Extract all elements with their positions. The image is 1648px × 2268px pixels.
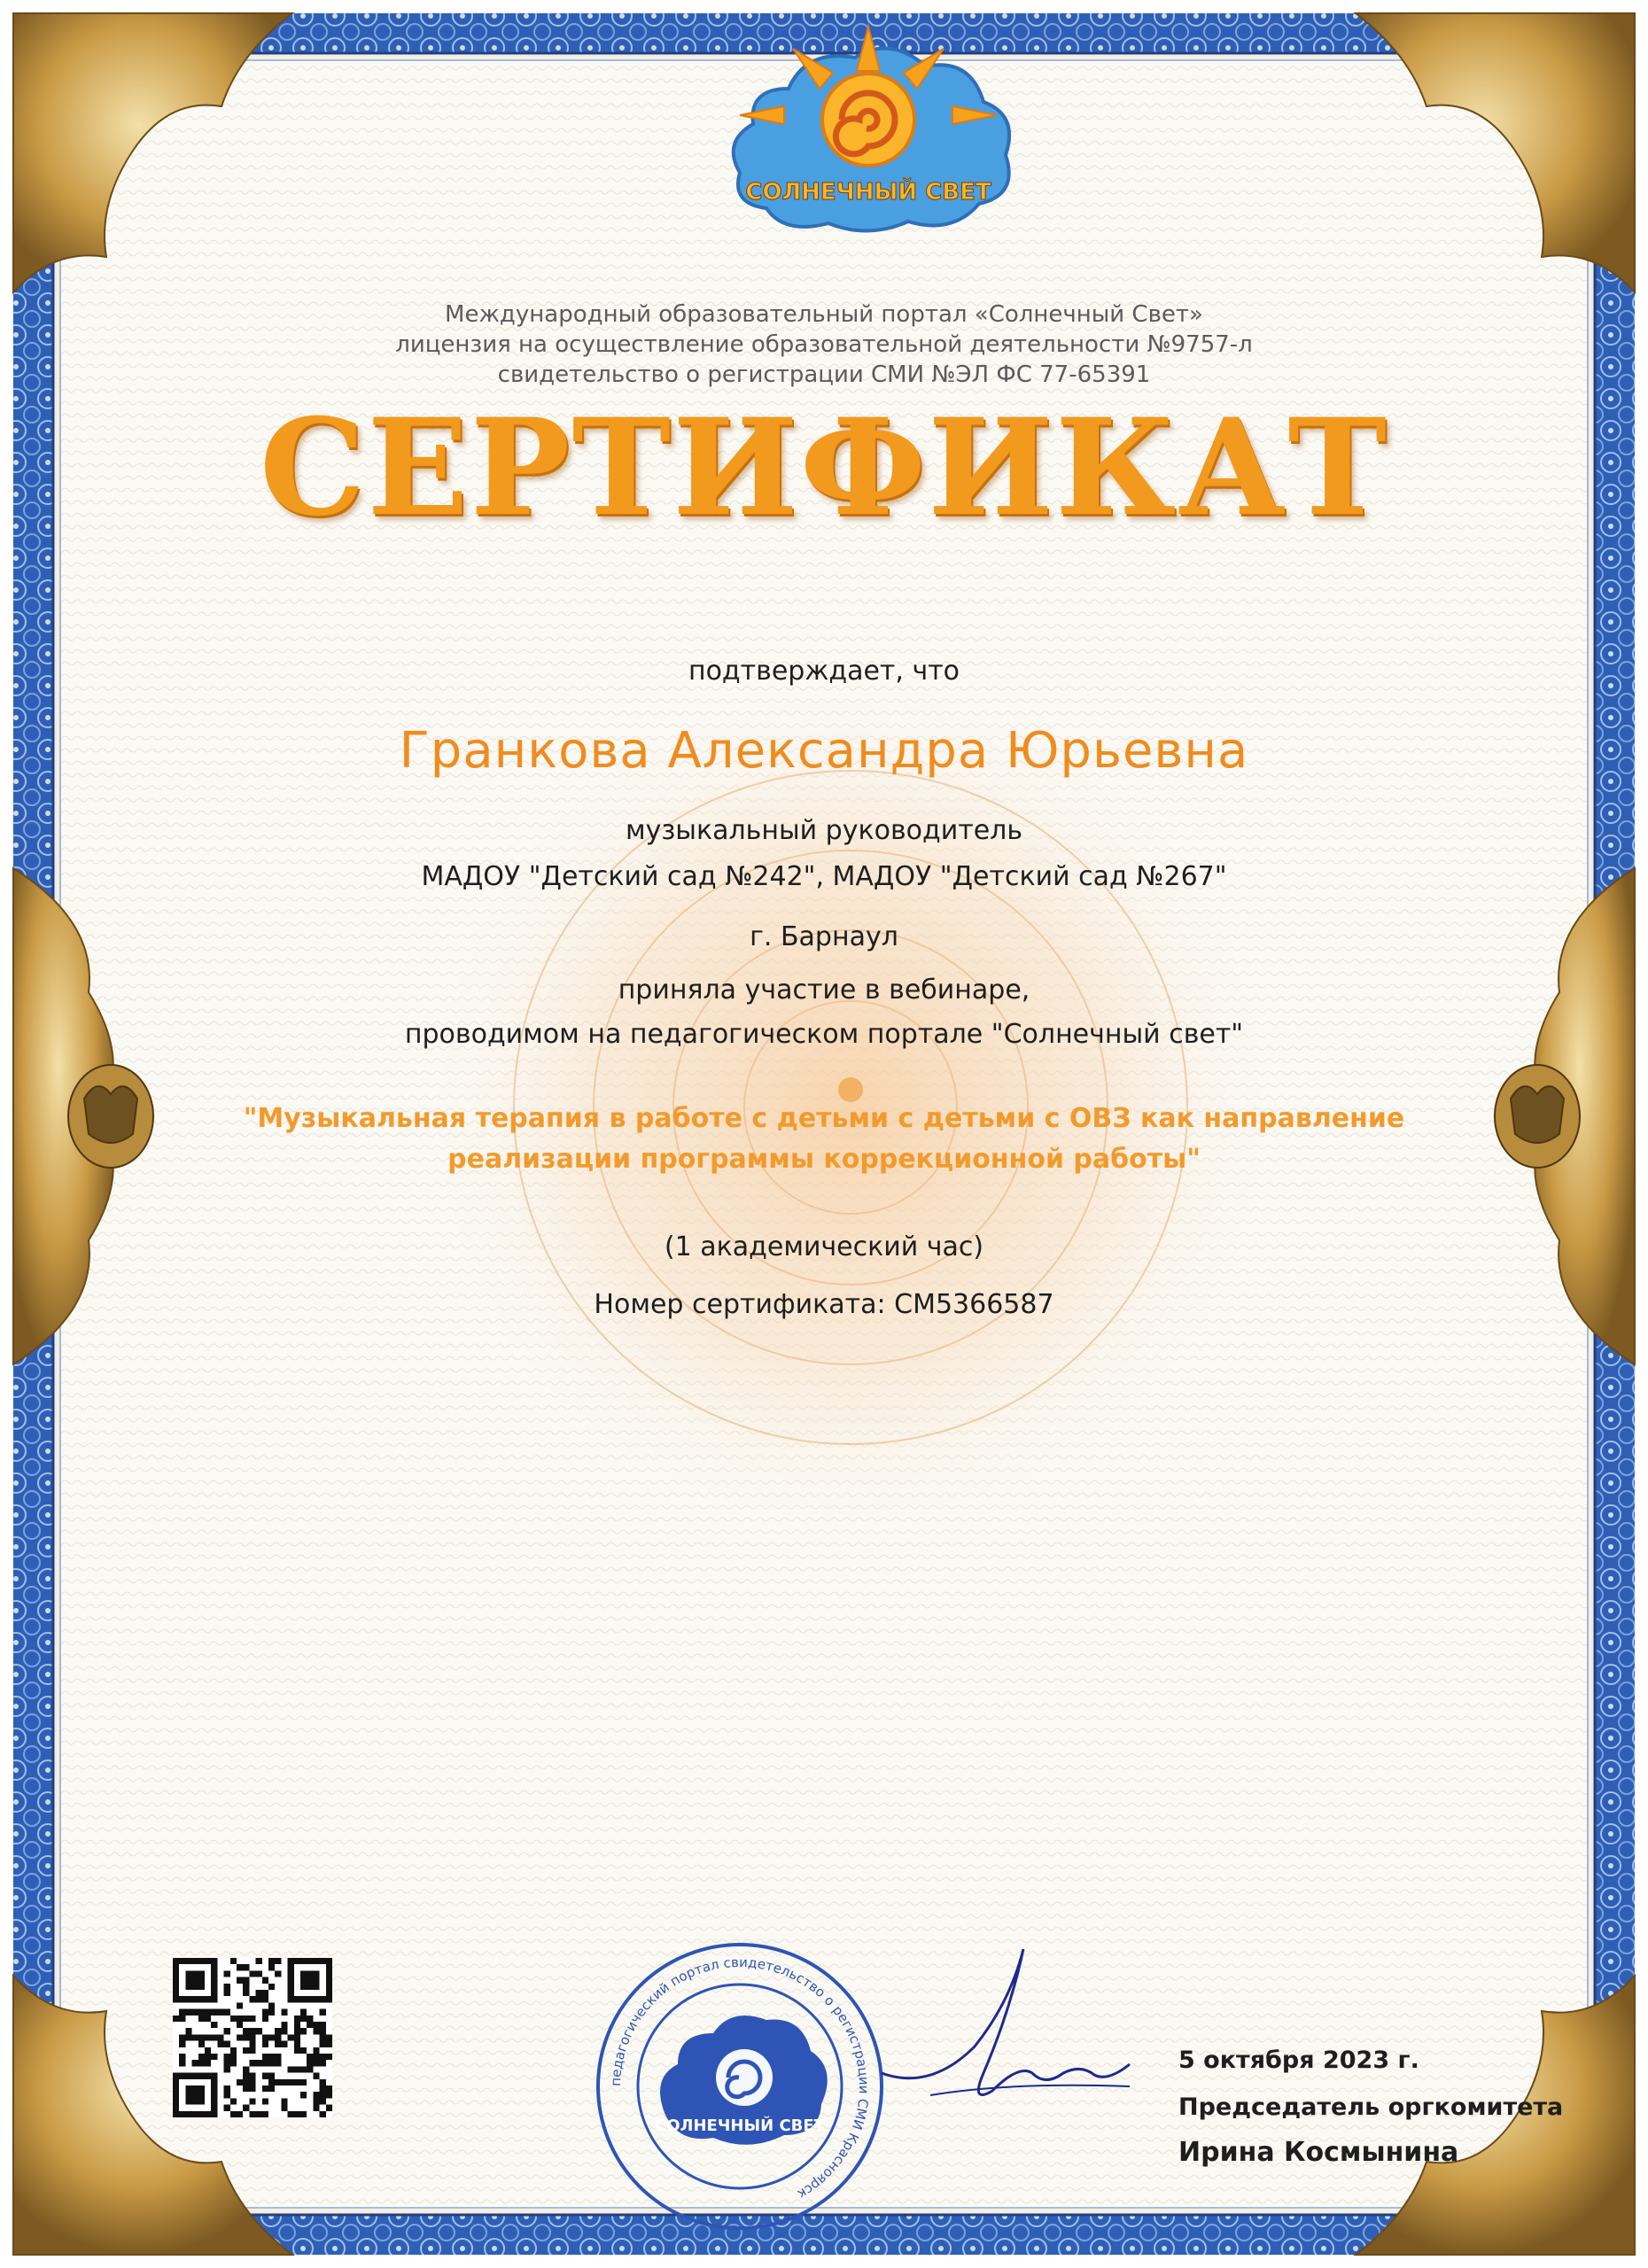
certificate-title: СЕРТИФИКАТ (259, 390, 1389, 546)
emblem-right (1495, 1065, 1580, 1168)
svg-text:СОЛНЕЧНЫЙ СВЕТ: СОЛНЕЧНЫЙ СВЕТ (745, 179, 991, 206)
registration-line: свидетельство о регистрации СМИ №ЭЛ ФС 77-65391 (497, 361, 1151, 388)
svg-text:педагогический портал свидетел: педагогический портал свидетельство о регистрации СМИ Красноярск (607, 1953, 873, 2202)
emblem-left (68, 1065, 153, 1168)
webinar-topic: "Музыкальная терапия в работе с детьми с детьми с ОВЗ как направление реализации программы коррекционной работы" (243, 1103, 1405, 1175)
license-line: лицензия на осуществление образовательной деятельности №9757-л (395, 331, 1253, 358)
portal-reference: проводимом на педагогическом портале "Солнечный свет" (404, 1019, 1244, 1050)
recipient-position: музыкальный руководитель (625, 815, 1023, 846)
recipient-organization: МАДОУ "Детский сад №242", МАДОУ "Детский сад №267" (421, 861, 1227, 892)
issue-date: 5 октября 2023 г. (1178, 2047, 1419, 2074)
svg-text:СОЛНЕЧНЫЙ СВЕТ: СОЛНЕЧНЫЙ СВЕТ (655, 2117, 825, 2135)
academic-hours: (1 академический час) (664, 1231, 984, 1262)
signature-icon (877, 1940, 1134, 2117)
portal-name: Международный образовательный портал «Солнечный Свет» (445, 301, 1203, 328)
stamp-seal (589, 1936, 890, 2237)
recipient-city: г. Барнаул (750, 921, 898, 952)
chair-name: Ирина Космынина (1178, 2137, 1459, 2168)
confirms-text: подтверждает, что (688, 656, 960, 687)
recipient-name: Гранкова Александра Юрьевна (399, 722, 1249, 780)
participation-text: приняла участие в вебинаре, (618, 975, 1030, 1006)
chair-title: Председатель оргкомитета (1178, 2093, 1564, 2121)
certificate-number: Номер сертификата: СМ5366587 (594, 1289, 1054, 1320)
sun-logo-icon (713, 18, 1023, 239)
portal-info (0, 299, 1648, 390)
qr-code-icon (173, 1958, 332, 2117)
